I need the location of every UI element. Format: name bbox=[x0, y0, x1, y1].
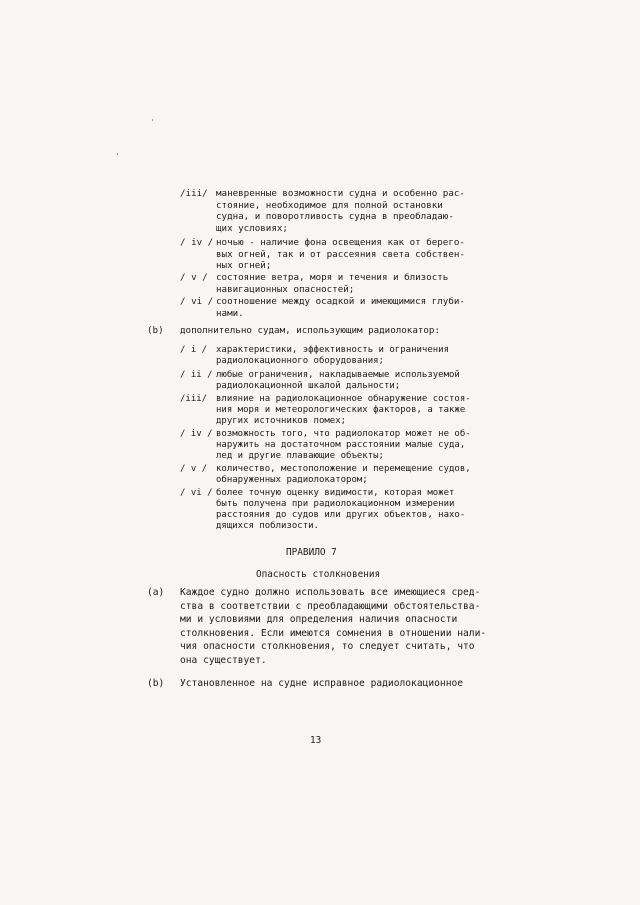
scan-mark: ' bbox=[150, 118, 155, 127]
list-item-text: ночью - наличие фона освещения как от берего- вых огней, так и от рассеяния света собствен- ных огней; bbox=[216, 237, 465, 271]
list-item-text: влияние на радиолокационное обнаружение состоя- ния моря и метеорологических факторов, а также других источников помех; bbox=[216, 394, 471, 426]
list-item-text: более точную оценку видимости, которая может быть получена при радиолокационном измерении расстояния до судов или других объектов, нахо- дящихся поблизости. bbox=[216, 488, 466, 531]
list-item-label: /iii/ bbox=[180, 188, 208, 199]
list-item-text: состояние ветра, моря и течения и близость навигационных опасностей; bbox=[216, 272, 449, 295]
list-item-text: возможность того, что радиолокатор может не об- наружить на достаточном расстоянии малые суда, лед и другие плавающие объекты; bbox=[216, 429, 471, 461]
rule-heading: ПРАВИЛО 7 bbox=[286, 547, 337, 558]
list-item-label: / iv / bbox=[180, 237, 214, 248]
list-item-label: /iii/ bbox=[180, 394, 208, 404]
list-item-text: количество, местоположение и перемещение судов, обнаруженных радиолокатором; bbox=[216, 464, 471, 485]
list-item-label: / vi / bbox=[180, 488, 213, 498]
page-number: 13 bbox=[310, 735, 322, 746]
paragraph-label: (b) bbox=[147, 678, 165, 689]
list-item-text: соотношение между осадкой и имеющимися глуби- нами. bbox=[216, 296, 465, 319]
list-item-text: любые ограничения, накладываемые используемой радиолокационной шкалой дальности; bbox=[216, 370, 460, 391]
list-item-label: / v / bbox=[180, 464, 208, 474]
list-item-text: характеристики, эффективность и ограничения радиолокационного оборудования; bbox=[216, 345, 449, 366]
paragraph-label: (b) bbox=[147, 325, 164, 336]
rule-subtitle: Опасность столкновения bbox=[256, 569, 381, 580]
paragraph-text: Установленное на судне исправное радиолокационное bbox=[180, 678, 464, 689]
list-item-label: / iv / bbox=[180, 429, 213, 439]
list-item-text: маневренные возможности судна и особенно рас- стояние, необходимое для полной остановки судна, и поворотливость судна в преобладаю- щих условиях; bbox=[216, 188, 465, 234]
paragraph-text: Каждое судно должно использовать все имеющиеся сред- ства в соответствии с преобладающими обстоятельства- ми и условиями для определения наличия опасности столкновения. Если имеются сомнения в отношении нали- чия опасности столкновения, то следует считать, что она существует. bbox=[180, 587, 487, 666]
paragraph-label: (a) bbox=[147, 587, 165, 598]
list-item-label: / vi / bbox=[180, 296, 214, 307]
paragraph-text: дополнительно судам, использующим радиолокатор: bbox=[180, 325, 440, 336]
list-item-label: / i / bbox=[180, 345, 208, 355]
list-item-label: / v / bbox=[180, 272, 208, 283]
scan-mark: ' bbox=[115, 152, 120, 161]
list-item-label: / ii / bbox=[180, 370, 213, 380]
